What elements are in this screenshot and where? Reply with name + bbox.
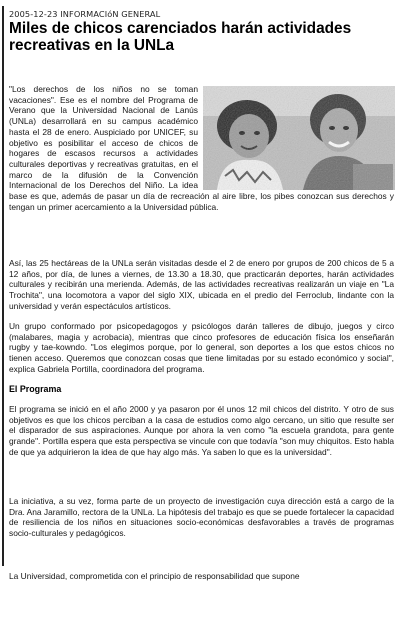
paragraph-5: La iniciativa, a su vez, forma parte de un proyecto de investigación cuya dirección está a cargo de la Dra. Ana Jaramillo, rectora de la UNLa. La hipótesis del trabajo es que se puede fortalecer la capacidad de resiliencia de los niños en situaciones socio-económicas desfavorables a través de programas socio-culturales y pedagógicos.	[9, 496, 395, 539]
paragraph-intro: "Los derechos de los niños no se toman vacaciones". Ese es el nombre del Programa de Verano que la Universidad Nacional de Lanús (UNLa) desarrollará en su campus académico hasta el 28 de enero. Auspiciado por UNICEF, su objetivo es posibilitar el acceso de chicos de hogares de escasos recursos a actividades culturales deportivas y recreativas gratuitas, en el marco de la difusión de la Convención Internacional de los Derechos del Niño. La idea base es que, además de pasar un día de recreación al aire libre, los pibes conozcan sus derechos y tengan un primer acercamiento a la Universidad pública.	[9, 84, 394, 212]
headline: Miles de chicos carenciados harán actividades recreativas en la UNLa	[9, 20, 352, 54]
dateline: 2005-12-23 INFORMACIóN GENERAL	[9, 9, 161, 19]
paragraph-2: Así, las 25 hectáreas de la UNLa serán visitadas desde el 2 de enero por grupos de 200 chicos de 5 a 12 años, por día, de lunes a viernes, de 13.30 a 18.30, que practicarán deportes, harán actividades culturales y recibirán una merienda. Además, de las actividades recreativas realizarán un viaje en "La Trochita", una locomotora a vapor del siglo XIX, ubicada en el predio del Ferroclub, lindante con la universidad y verán espectáculos artísticos.	[9, 258, 394, 311]
left-margin-rule	[2, 6, 4, 566]
paragraph-4: El programa se inició en el año 2000 y ya pasaron por él unos 12 mil chicos del distrito. Y otro de sus objetivos es que los chicos perciban a la casa de estudios como algo cercano, un sitio que resulte ser el disparador de sus aspiraciones. Aunque por ahora la ven como "la escuela grandota, para gente grande". Portilla espera que esta perspectiva se vincule con que todavía "son muy chiquitos. Esto habla de que ya adquirieron la idea de que hay algo más. Ya saben lo que es la universidad".	[9, 404, 394, 457]
paragraph-6: La Universidad, comprometida con el principio de responsabilidad que supone	[9, 571, 300, 581]
subheading: El Programa	[9, 384, 62, 394]
paragraph-3: Un grupo conformado por psicopedagogos y psicólogos darán talleres de dibujo, juegos y circo (malabares, magia y acrobacia), mientras que cinco profesores de educación física los enseñarán rugby y tae-kowndo. "Los elegimos porque, por lo general, son deportes a los que estos chicos no tienen acceso. Queremos que conozcan cosas que tiene limitadas por su estado económico y social", explica Gabriela Portilla, coordinadora del programa.	[9, 321, 394, 374]
